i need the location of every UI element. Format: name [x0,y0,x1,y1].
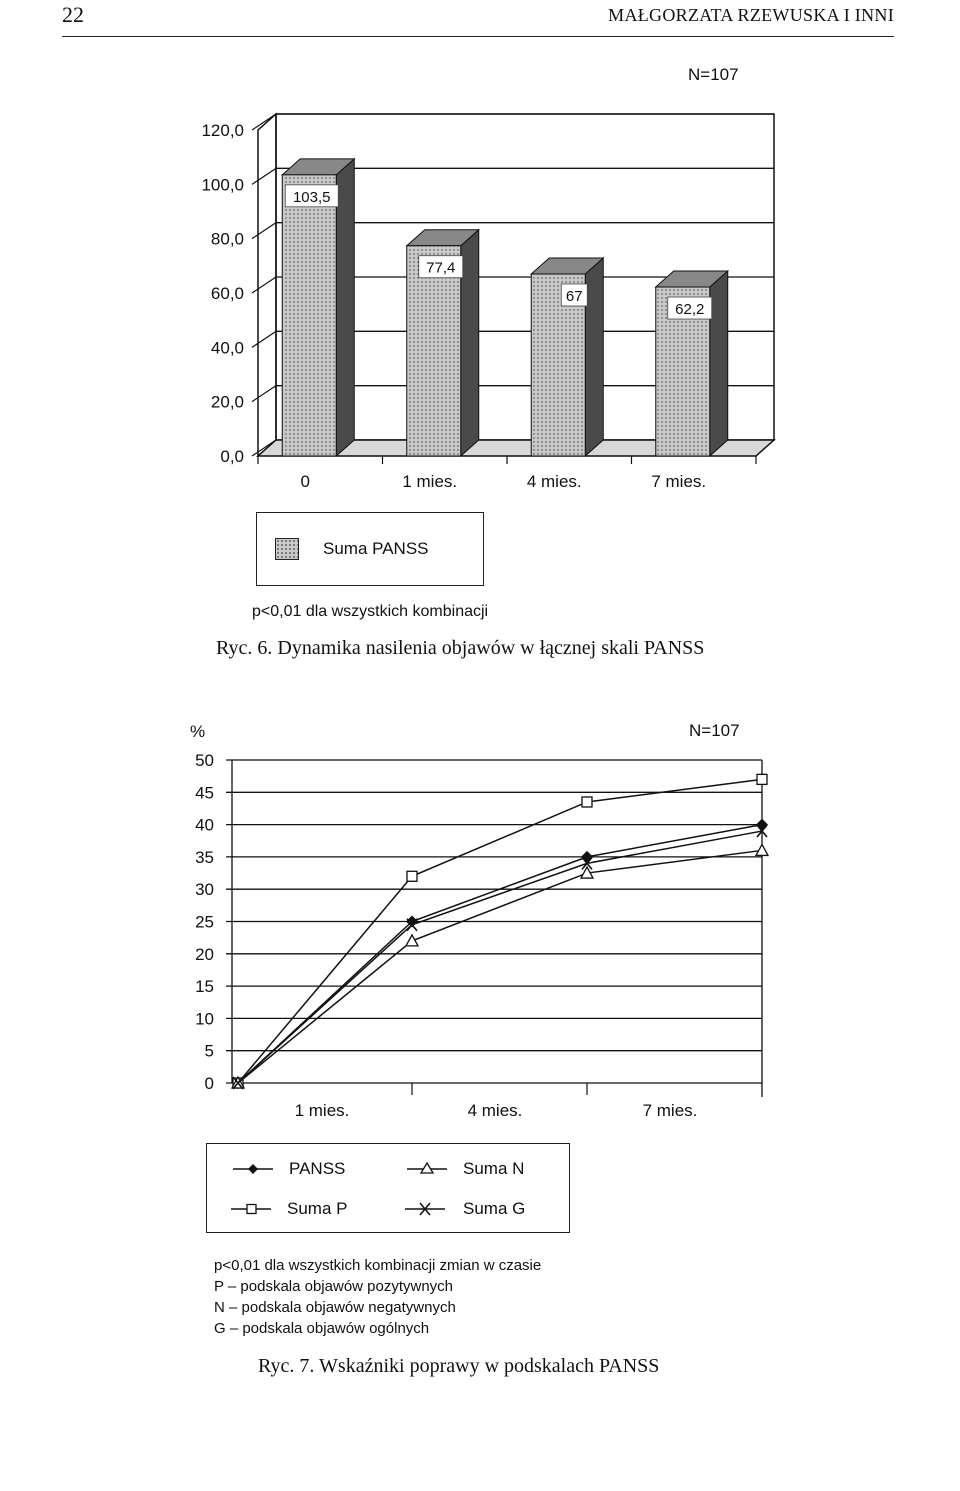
y-tick-label: 10 [195,1009,214,1029]
y-unit-label: % [190,722,206,741]
y-tick-label: 20 [195,944,214,964]
y-tick-label: 35 [195,847,214,867]
y-tick-label: 100,0 [201,175,244,195]
y-tick-label: 0,0 [220,447,244,466]
legend-marker-suma-n-icon [407,1163,447,1173]
x-tick-label: 7 mies. [642,1101,698,1120]
y-tick-label: 80,0 [210,229,244,249]
point [756,844,768,855]
data-label: 103,5 [292,188,331,206]
point [406,935,418,946]
data-label: 77,4 [426,259,456,277]
y-tick-label: 45 [195,783,214,803]
y-tick-label: 60,0 [210,284,244,303]
point [757,774,767,784]
legend-label-suma-p: Suma P [287,1199,348,1218]
fig7-notes [214,1255,541,1339]
fig7-note-p: P – podskala objawów pozytywnych [214,1278,454,1295]
series-line [238,850,762,1083]
series-line [238,831,762,1083]
point [407,871,417,881]
data-label: 67 [565,287,583,305]
fig6-n-label: N=107 [688,65,739,84]
legend-label-panss: PANSS [289,1159,346,1178]
data-label: 62,2 [675,301,705,319]
series-suma-p [233,774,767,1088]
series-suma-g [233,825,767,1089]
page-number: 22 [62,2,84,27]
x-tick-label: 1 mies. [402,472,458,491]
legend-marker-panss-icon [233,1164,273,1174]
fig6-caption: Ryc. 6. Dynamika nasilenia objawów w łącznej skali PANSS [216,637,705,659]
x-tick-label: 1 mies. [294,1101,350,1120]
y-tick-label: 25 [195,912,214,932]
point [581,851,593,863]
fig7-note-n: N – podskala objawów negatywnych [214,1299,456,1316]
legend-label-suma-n: Suma N [463,1159,525,1178]
fig7-caption: Ryc. 7. Wskaźniki poprawy w podskalach PANSS [258,1355,660,1377]
legend-marker-suma-g-icon [405,1203,445,1215]
x-tick-label: 4 mies. [526,472,582,491]
y-tick-label: 40,0 [210,338,244,358]
legend-marker-suma-p-icon [231,1205,271,1214]
legend-label-suma-panss: Suma PANSS [323,539,429,558]
y-tick-label: 50 [195,751,214,770]
x-tick-label: 0 [300,472,310,491]
point [756,819,768,831]
x-tick-label: 4 mies. [467,1101,523,1120]
fig7-n-label: N=107 [689,721,740,740]
y-tick-label: 15 [195,977,214,997]
fig7-note-g: G – podskala objawów ogólnych [214,1320,430,1337]
y-tick-label: 5 [204,1041,214,1061]
fig7-legend [206,1143,570,1233]
fig6-note: p<0,01 dla wszystkich kombinacji [252,603,489,620]
y-tick-label: 40 [195,815,214,835]
y-tick-label: 0 [204,1074,214,1093]
running-head: MAŁGORZATA RZEWUSKA I INNI [608,5,894,25]
legend-label-suma-g: Suma G [463,1199,526,1218]
x-tick-label: 7 mies. [651,472,707,491]
series-suma-n [232,844,768,1088]
fig7-note-significance: p<0,01 dla wszystkich kombinacji zmian w czasie [214,1257,542,1274]
y-tick-label: 120,0 [201,121,244,140]
y-tick-label: 30 [195,880,214,900]
point [582,797,592,807]
y-tick-label: 20,0 [210,392,244,412]
